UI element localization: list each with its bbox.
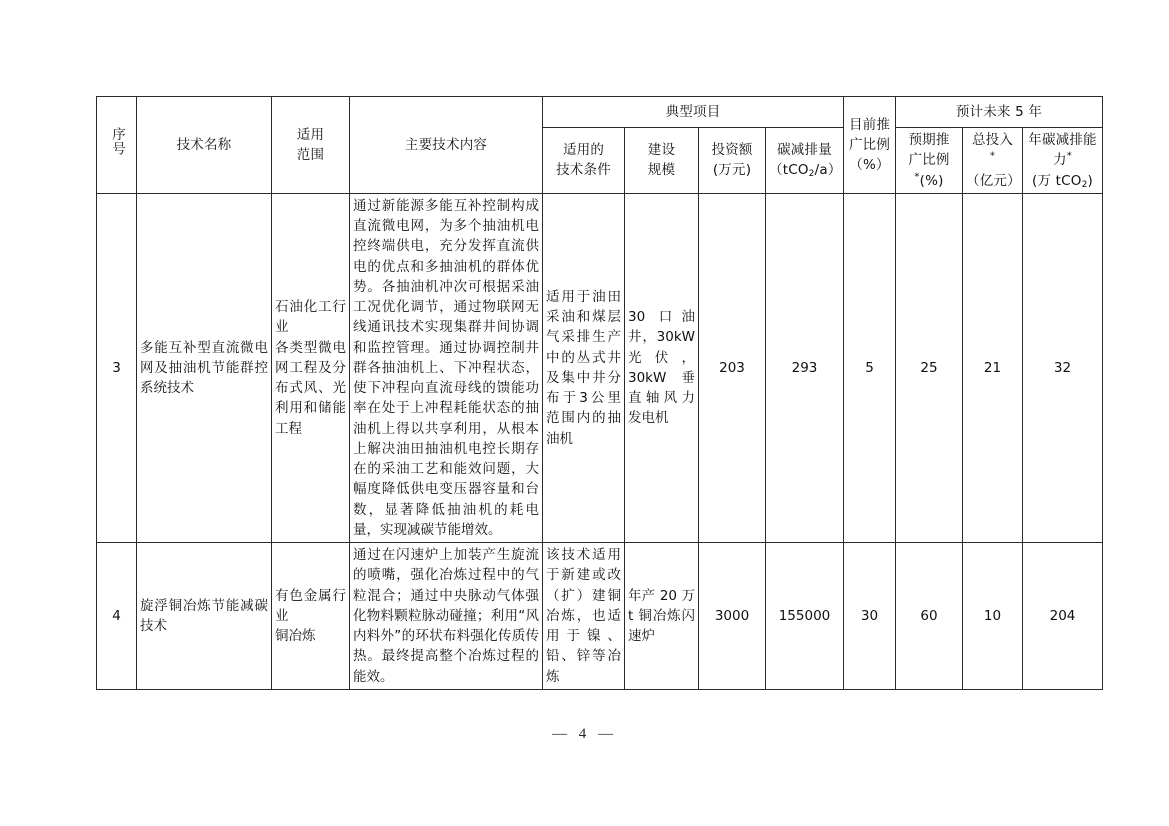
header-carbon-reduction-post: /a）: [814, 162, 842, 179]
table-header: [97, 97, 1103, 194]
header-total-input-line1: 总投入: [971, 132, 1014, 148]
table-body: [97, 193, 1103, 689]
cell-main-content: 通过新能源多能互补控制构成直流微电网，为多个抽油机电控终端供电，充分发挥直流供电的优点和多抽油机的群体优势。各抽油机冲次可根据采油工况优化调节，通过物联网无线通讯技术实现集群井间协调和监控管理。通过协调控制井群各抽油机上、下冲程状态，使下冲程向直流母线的馈能功率在处于上冲程耗能状态的抽油机上得以共享利用，从根本上解决油田抽油机电控长期存在的采油工艺和能效问题，大幅度降低供电变压器容量和台数，显著降低抽油机的耗电量，实现减碳节能增效。: [350, 193, 543, 542]
header-total-input-line2: （亿元）: [966, 172, 1021, 189]
header-expected-ratio-star: *: [914, 171, 920, 182]
header-expected-ratio: [896, 128, 963, 194]
header-annual-capacity: [1023, 128, 1103, 194]
cell-total-input: 21: [963, 193, 1023, 542]
header-applicable-conditions: [543, 128, 625, 194]
header-expected-ratio-line1: 预期推: [908, 132, 950, 148]
cell-scope-line2: 各类型微电网工程及分布式风、光利用和储能工程: [275, 339, 346, 437]
header-annual-capacity-line1: 年碳减排能: [1028, 132, 1097, 148]
cell-scope: [272, 193, 350, 542]
header-row-groups: [97, 97, 1103, 128]
header-total-input: [963, 128, 1023, 194]
cell-annual-capacity: 204: [1023, 543, 1103, 690]
header-construction-scale: [625, 128, 699, 194]
cell-expected-ratio: 60: [896, 543, 963, 690]
header-expected-ratio-unit: (%): [919, 172, 944, 189]
technology-catalog-table-wrapper: [96, 96, 1097, 690]
cell-investment: 3000: [699, 543, 766, 690]
header-carbon-reduction-sub: 2: [808, 169, 815, 180]
cell-seq: 3: [97, 193, 137, 542]
header-seq-label: 序号: [109, 127, 126, 157]
header-investment-line1: 投资额: [711, 142, 753, 159]
cell-annual-capacity: 32: [1023, 193, 1103, 542]
header-annual-capacity-word: 力: [1053, 152, 1067, 169]
page-number: — 4 —: [552, 726, 617, 742]
header-tech-name: 技术名称: [137, 97, 272, 194]
header-expected-ratio-line2: 广比例: [908, 152, 950, 169]
cell-scope: [272, 543, 350, 690]
cell-seq: 4: [97, 543, 137, 690]
header-scope-line1: 适用: [296, 126, 325, 143]
cell-construction-scale: 年产 20 万 t 铜冶炼闪速炉: [625, 543, 699, 690]
header-carbon-reduction-line2: [769, 160, 840, 180]
header-scope-line2: 范围: [296, 146, 325, 163]
cell-carbon-reduction: 293: [766, 193, 844, 542]
table-row: [97, 193, 1103, 542]
cell-applicable-conditions: 适用于油田采油和煤层气采排生产中的丛式井及集中井分布于3公里范围内的抽油机: [543, 193, 625, 542]
header-annual-capacity-sub: 2: [1081, 179, 1088, 190]
header-annual-capacity-post: ): [1087, 172, 1093, 189]
cell-scope-line1: 有色金属行业: [275, 587, 346, 624]
cell-total-input: 10: [963, 543, 1023, 690]
cell-main-content: 通过在闪速炉上加装产生旋流的喷嘴，强化冶炼过程中的气粒混合；通过中央脉动气体强化物料颗粒脉动碰撞；利用“风内料外”的环状布料强化传质传热。最终提高整个冶炼过程的能效。: [350, 543, 543, 690]
header-annual-capacity-pre: (万 tCO: [1031, 172, 1082, 189]
header-scope: [272, 97, 350, 194]
header-investment-line2: (万元): [712, 162, 752, 179]
header-seq: [97, 97, 137, 194]
header-carbon-reduction-line1: 碳减排量: [777, 142, 832, 159]
header-current-ratio-line3: （%）: [849, 157, 890, 173]
cell-scope-line1: 石油化工行业: [275, 299, 346, 336]
header-applicable-conditions-line2: 技术条件: [556, 162, 611, 179]
cell-tech-name: 旋浮铜冶炼节能减碳技术: [137, 543, 272, 690]
header-main-content: 主要技术内容: [350, 97, 543, 194]
cell-construction-scale: 30 口油井，30kW 光伏，30kW 垂直轴风力发电机: [625, 193, 699, 542]
cell-investment: 203: [699, 193, 766, 542]
cell-current-ratio: 5: [844, 193, 896, 542]
header-applicable-conditions-line1: 适用的: [562, 142, 605, 159]
cell-applicable-conditions: 该技术适用于新建或改（扩）建铜冶炼，也适用于镍、铅、锌等冶炼: [543, 543, 625, 690]
cell-expected-ratio: 25: [896, 193, 963, 542]
cell-carbon-reduction: 155000: [766, 543, 844, 690]
header-annual-capacity-line2: 力*: [1053, 150, 1072, 169]
header-annual-capacity-line3: [1026, 171, 1099, 191]
header-total-input-star: *: [989, 150, 996, 162]
cell-scope-line2: 铜冶炼: [275, 628, 316, 644]
header-construction-scale-line1: 建设: [647, 142, 676, 159]
header-current-ratio-line2: 广比例: [848, 136, 891, 153]
header-expected-ratio-line3: [899, 171, 959, 191]
cell-tech-name: 多能互补型直流微电网及抽油机节能群控系统技术: [137, 193, 272, 542]
header-group-typical-project: 典型项目: [543, 97, 844, 128]
cell-current-ratio: 30: [844, 543, 896, 690]
header-investment: [699, 128, 766, 194]
header-carbon-reduction: [766, 128, 844, 194]
header-current-ratio: [844, 97, 896, 194]
header-carbon-reduction-pre: （tCO: [769, 162, 809, 179]
header-current-ratio-line1: 目前推: [848, 116, 891, 133]
header-group-future-5y: 预计未来 5 年: [896, 97, 1103, 128]
table-row: [97, 543, 1103, 690]
technology-catalog-table: [96, 96, 1103, 690]
header-construction-scale-line2: 规模: [647, 162, 676, 179]
